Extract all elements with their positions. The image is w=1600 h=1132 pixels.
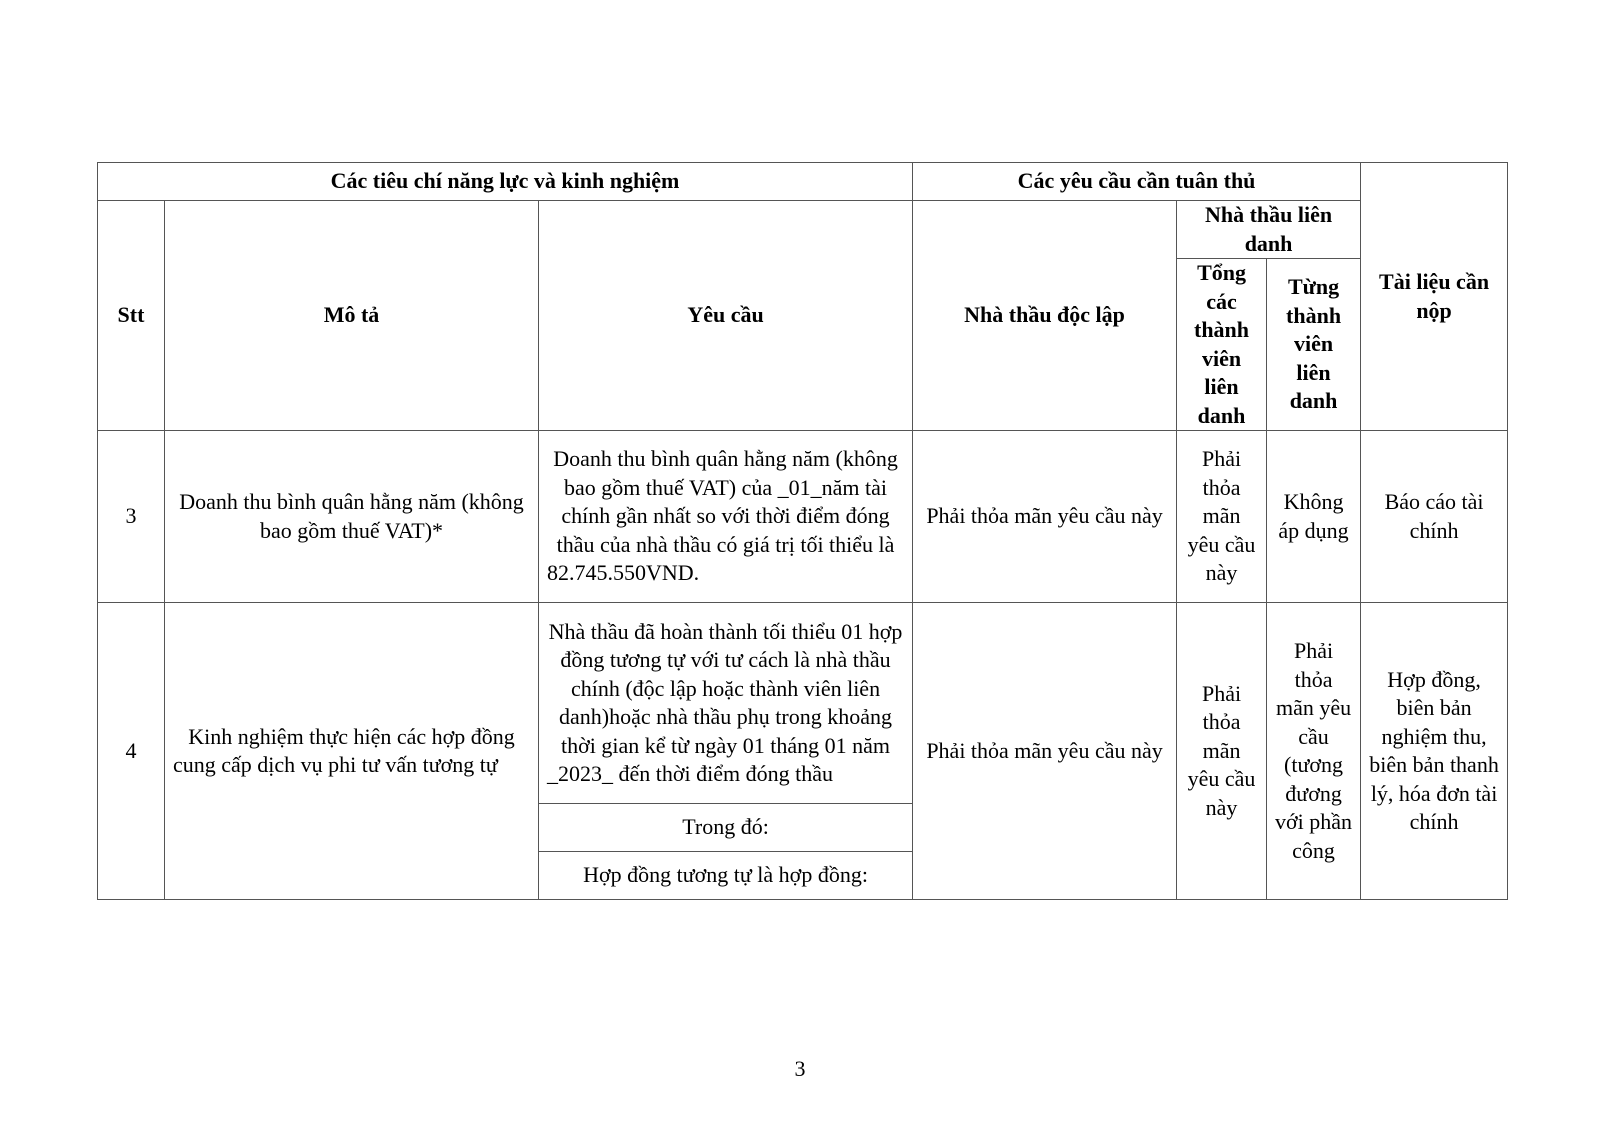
- header-joint-venture: Nhà thầu liên danh: [1177, 201, 1361, 259]
- row-independent: Phải thỏa mãn yêu cầu này: [913, 431, 1177, 603]
- header-description: Mô tả: [165, 201, 539, 431]
- row-requirement-sub-note: Trong đó:: [539, 804, 913, 852]
- row-description: Doanh thu bình quân hằng năm (không bao gồm thuế VAT)*: [165, 431, 539, 603]
- header-requirement: Yêu cầu: [539, 201, 913, 431]
- header-jv-total-members: Tổng các thành viên liên danh: [1177, 259, 1267, 431]
- criteria-table: [97, 162, 1508, 900]
- row-description: Kinh nghiệm thực hiện các hợp đồng cung cấp dịch vụ phi tư vấn tương tự: [165, 603, 539, 900]
- header-criteria-group: Các tiêu chí năng lực và kinh nghiệm: [98, 163, 913, 201]
- header-stt: Stt: [98, 201, 165, 431]
- header-documents: Tài liệu cần nộp: [1361, 163, 1508, 431]
- row-documents: Hợp đồng, biên bản nghiệm thu, biên bản thanh lý, hóa đơn tài chính: [1361, 603, 1508, 900]
- row-requirement-sub-definition: Hợp đồng tương tự là hợp đồng:: [539, 852, 913, 900]
- table-row: [98, 603, 1508, 804]
- row-jv-each: Không áp dụng: [1267, 431, 1361, 603]
- row-stt: 3: [98, 431, 165, 603]
- header-jv-each-member: Từng thành viên liên danh: [1267, 259, 1361, 431]
- row-independent: Phải thỏa mãn yêu cầu này: [913, 603, 1177, 900]
- row-jv-each: Phải thỏa mãn yêu cầu (tương đương với phần công: [1267, 603, 1361, 900]
- header-independent-contractor: Nhà thầu độc lập: [913, 201, 1177, 431]
- row-requirement: Nhà thầu đã hoàn thành tối thiểu 01 hợp đồng tương tự với tư cách là nhà thầu chính (độc lập hoặc thành viên liên danh)hoặc nhà thầu phụ trong khoảng thời gian kể từ ngày 01 tháng 01 năm _2023_ đến thời điểm đóng thầu: [539, 603, 913, 804]
- row-requirement: Doanh thu bình quân hằng năm (không bao gồm thuế VAT) của _01_năm tài chính gần nhất so với thời điểm đóng thầu của nhà thầu có giá trị tối thiểu là 82.745.550VND.: [539, 431, 913, 603]
- row-jv-total: Phải thỏa mãn yêu cầu này: [1177, 431, 1267, 603]
- row-jv-total: Phải thỏa mãn yêu cầu này: [1177, 603, 1267, 900]
- table-row: [98, 431, 1508, 603]
- header-compliance-group: Các yêu cầu cần tuân thủ: [913, 163, 1361, 201]
- row-documents: Báo cáo tài chính: [1361, 431, 1508, 603]
- row-stt: 4: [98, 603, 165, 900]
- page-number: 3: [794, 1056, 806, 1081]
